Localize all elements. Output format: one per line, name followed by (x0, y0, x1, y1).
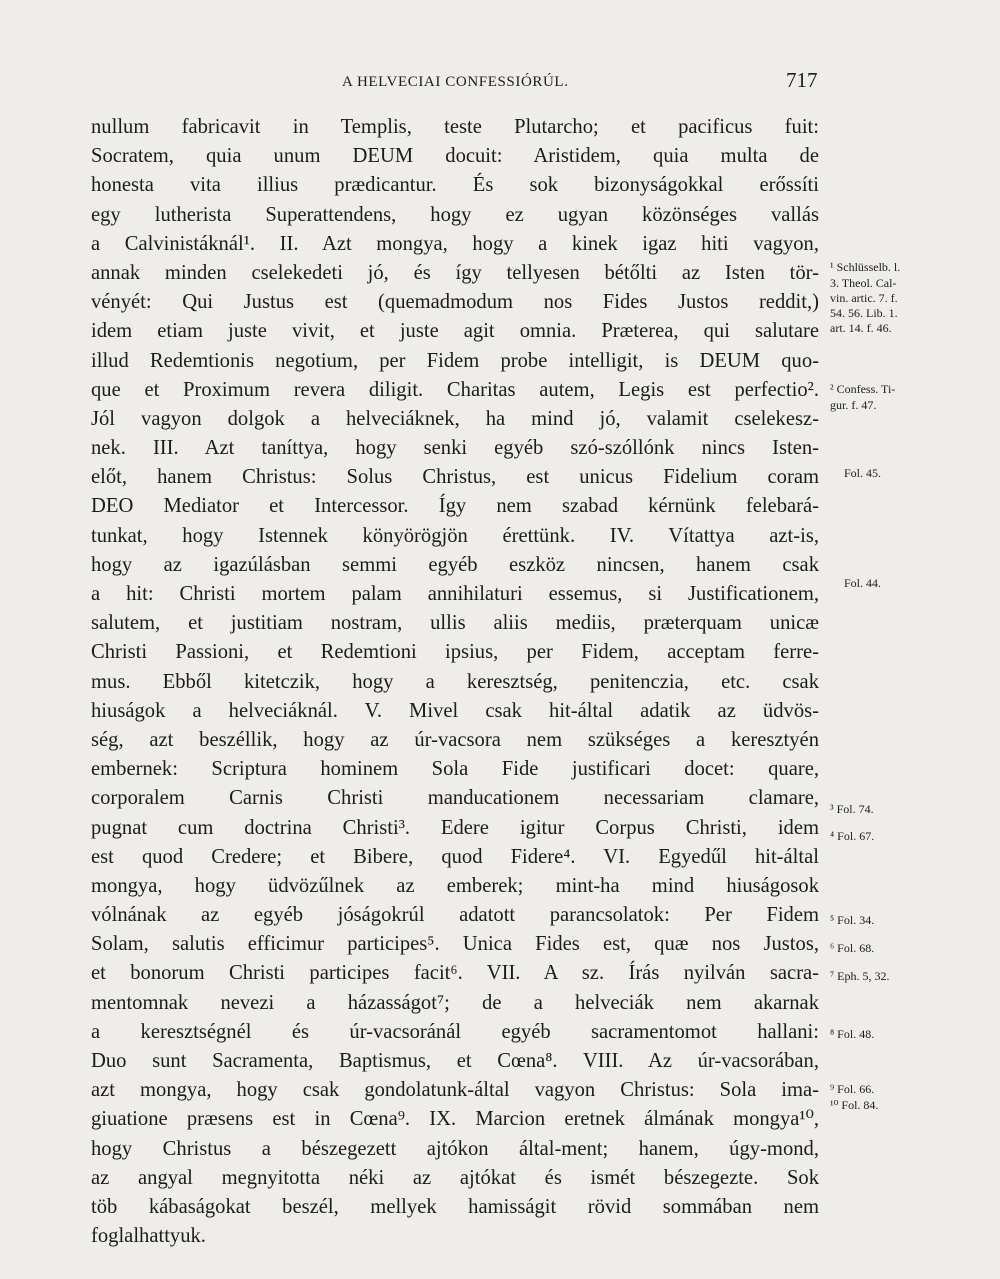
text-line: mus. Ebből kitetczik, hogy a keresztség, penitenczia, etc. csak (91, 670, 819, 693)
text-line: honesta vita illius prædicantur. És sok bizonyságokkal erőssíti (91, 174, 819, 197)
text-line: ség, azt beszéllik, hogy az úr-vacsora nem szükséges a keresztyén (91, 728, 819, 751)
text-line: nek. III. Azt taníttya, hogy senki egyéb szó-szóllónk nincs Isten- (91, 437, 819, 460)
text-line: pugnat cum doctrina Christi³. Edere igitur Corpus Christi, idem (91, 816, 819, 839)
text-line: hogy Christus a bészegezett ajtókon által-ment; hanem, úgy-mond, (91, 1137, 819, 1160)
text-line: mongya, hogy üdvözűlnek az emberek; mint-ha mind hiuságosok (91, 874, 819, 897)
text-line: giuatione præsens est in Cœna⁹. IX. Marcion eretnek álmának mongya¹⁰, (91, 1108, 819, 1131)
text-line: embernek: Scriptura hominem Sola Fide justificari docet: quare, (91, 758, 819, 781)
margin-note: ⁴ Fol. 67. (830, 829, 875, 843)
margin-note: ¹⁰ Fol. 84. (830, 1098, 879, 1112)
text-line: az angyal megnyitotta néki az ajtókat és ismét bészegezte. Sok (91, 1166, 819, 1189)
margin-note: ⁹ Fol. 66. (830, 1082, 875, 1096)
margin-note: 54. 56. Lib. 1. (830, 306, 898, 320)
text-line: Solam, salutis efficimur participes⁵. Unica Fides est, quæ nos Justos, (91, 933, 819, 956)
text-line: hogy az igazúlásban semmi egyéb eszköz nincsen, hanem csak (91, 553, 819, 576)
text-line: corporalem Carnis Christi manducationem necessariam clamare, (91, 787, 819, 810)
text-line: Socratem, quia unum DEUM docuit: Aristidem, quia multa de (91, 145, 819, 168)
text-line: salutem, et justitiam nostram, ullis aliis mediis, præterquam unicæ (91, 612, 819, 635)
text-line: egy lutherista Superattendens, hogy ez ugyan közönséges vallás (91, 203, 819, 226)
text-line: vényét: Qui Justus est (quemadmodum nos Fides Justos reddit,) (91, 291, 819, 314)
margin-note: 3. Theol. Cal- (830, 276, 897, 290)
text-line: a hit: Christi mortem palam annihilaturi essemus, si Justificationem, (91, 583, 819, 605)
text-line: előt, hanem Christus: Solus Christus, est unicus Fidelium coram (91, 466, 819, 489)
margin-note: ⁶ Fol. 68. (830, 941, 875, 955)
text-line: azt mongya, hogy csak gondolatunk-által vagyon Christus: Sola ima- (91, 1079, 819, 1102)
text-line: a keresztségnél és úr-vacsoránál egyéb sacramentomot hallani: (91, 1020, 819, 1043)
margin-note: ¹ Schlüsselb. l. (830, 260, 901, 274)
text-line: annak minden cselekedeti jó, és így tellyesen bétőlti az Isten tör- (91, 261, 819, 284)
text-line: Christi Passioni, et Redemtioni ipsius, per Fidem, acceptam ferre- (91, 641, 819, 664)
running-title: A HELVECIAI CONFESSIÓRÚL. (342, 74, 569, 90)
text-line: idem etiam juste vivit, et juste agit omnia. Præterea, qui salutare (91, 320, 819, 343)
body-text (91, 113, 819, 1251)
margin-note: ⁵ Fol. 34. (830, 913, 875, 927)
margin-note: ² Confess. Ti- (830, 382, 896, 396)
margin-note: gur. f. 47. (830, 398, 877, 412)
text-line: töb kábaságokat beszél, mellyek hamisságit rövid sommában nem (91, 1195, 819, 1218)
margin-note: art. 14. f. 46. (830, 321, 892, 335)
text-line: a Calvinistáknál¹. II. Azt mongya, hogy a kinek igaz hiti vagyon, (91, 232, 819, 255)
page-header (0, 68, 1000, 98)
text-line: mentomnak nevezi a házasságot⁷; de a helveciák nem akarnak (91, 991, 819, 1014)
text-line: que et Proximum revera diligit. Charitas autem, Legis est perfectio². (91, 378, 819, 401)
text-line: illud Redemtionis negotium, per Fidem probe intelligit, is DEUM quo- (91, 349, 819, 372)
text-line: tunkat, hogy Istennek könyörögjön érettünk. IV. Vítattya azt-is, (91, 524, 819, 547)
margin-note: ⁸ Fol. 48. (830, 1027, 875, 1041)
text-line: nullum fabricavit in Templis, teste Plutarcho; et pacificus fuit: (91, 116, 819, 138)
text-line: Jól vagyon dolgok a helveciáknek, ha mind jó, valamit cselekesz- (91, 407, 819, 430)
text-line: vólnának az egyéb jóságokrúl adatott parancsolatok: Per Fidem (91, 904, 819, 927)
margin-note: ³ Fol. 74. (830, 802, 874, 816)
text-line: DEO Mediator et Intercessor. Így nem szabad kérnünk felebará- (91, 495, 819, 518)
text-line: et bonorum Christi participes facit⁶. VII. A sz. Írás nyilván sacra- (91, 962, 819, 985)
text-line: Duo sunt Sacramenta, Baptismus, et Cœna⁸. VIII. Az úr-vacsorában, (91, 1050, 819, 1072)
text-line: est quod Credere; et Bibere, quod Fidere⁴. VI. Egyedűl hit-által (91, 845, 819, 868)
margin-note: ⁷ Eph. 5, 32. (830, 969, 890, 983)
margin-note: Fol. 45. (844, 466, 882, 480)
margin-note: Fol. 44. (844, 576, 882, 590)
page-number: 717 (786, 68, 818, 92)
text-line: foglalhattyuk. (91, 1225, 206, 1248)
margin-note: vin. artic. 7. f. (830, 291, 898, 305)
text-line: hiuságok a helveciáknál. V. Mivel csak hit-által adatik az üdvös- (91, 699, 819, 722)
